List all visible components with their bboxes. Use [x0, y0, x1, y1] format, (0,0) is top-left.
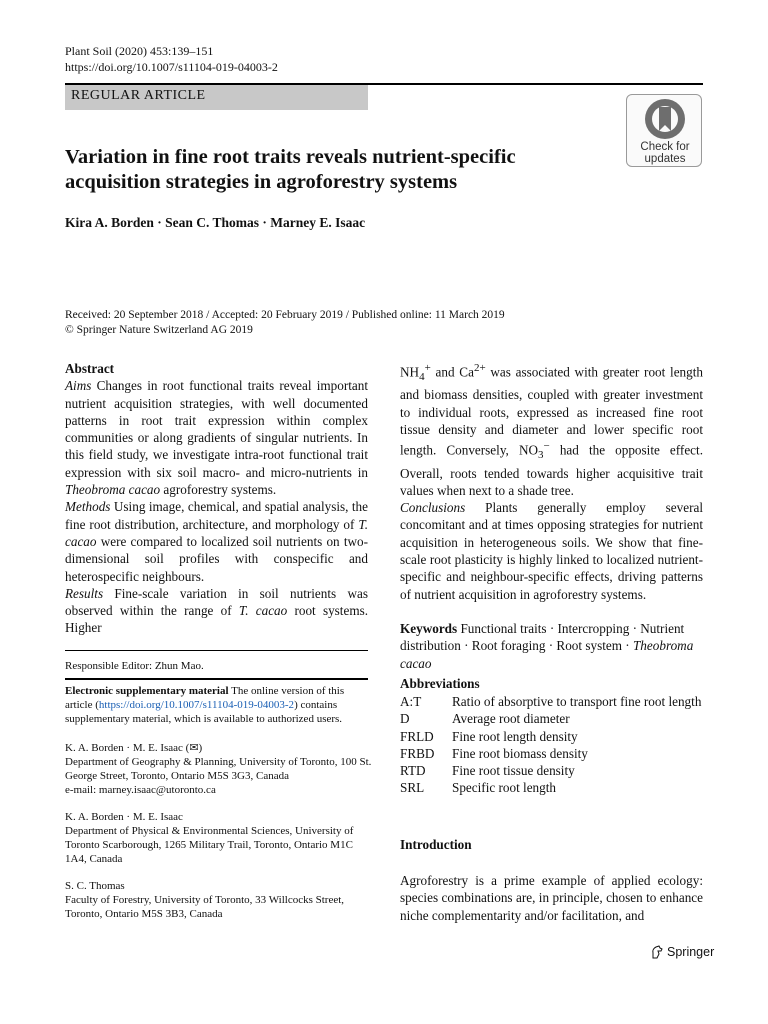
journal-line: Plant Soil (2020) 453:139–151	[65, 44, 214, 58]
aff1-names: K. A. Borden · M. E. Isaac (✉)	[65, 742, 203, 754]
aff3-names: S. C. Thomas	[65, 880, 125, 892]
abbreviation-row	[400, 762, 701, 779]
keywords-text: Functional traits · Intercropping · Nutrient distribution · Root foraging · Root system ·	[400, 620, 685, 654]
article-type-banner: REGULAR ARTICLE	[65, 85, 368, 110]
abstract-aims	[65, 377, 368, 498]
conclusions-text: Plants generally employ several concomitant and at times opposing strategies for nutrient acquisition in heterogeneous soils. We show that fine-scale root plasticity is highly linked to localized nutrient-specific and neighbour-specific effects, driving patterns of nutrient acquisition in agroforestry systems.	[400, 500, 704, 602]
abbreviation-value: Average root diameter	[452, 711, 570, 727]
footnote-rule	[65, 650, 368, 651]
abbreviation-value: Ratio of absorptive to transport fine root length	[452, 694, 702, 709]
doi-line[interactable]: https://doi.org/10.1007/s11104-019-04003-2	[65, 60, 278, 74]
esm-text-a: The online version of this article (	[65, 685, 345, 711]
history-dates: Received: 20 September 2018 / Accepted: 20 February 2019 / Published online: 11 March 2019	[65, 309, 505, 321]
methods-text-b: were compared to localized soil nutrients on two-dimensional soil profiles with conspecific and heterospecific neighbours.	[65, 533, 368, 584]
esm-label: Electronic supplementary material	[65, 685, 229, 697]
copyright-line: © Springer Nature Switzerland AG 2019	[65, 324, 253, 336]
footnote-rule-thick	[65, 678, 368, 680]
abbreviation-key: FRBD	[400, 745, 435, 761]
affiliation-3	[65, 879, 375, 921]
methods-label: Methods	[65, 499, 111, 515]
abbreviation-key: RTD	[400, 763, 426, 779]
results-label: Results	[65, 585, 104, 601]
results-species: T. cacao	[238, 603, 288, 619]
abbreviation-key: D	[400, 711, 410, 727]
aims-label: Aims	[65, 378, 92, 394]
keywords-species: Theobroma cacao	[400, 638, 694, 671]
aims-end: agroforestry systems.	[163, 482, 277, 498]
aims-species: Theobroma cacao	[65, 482, 161, 498]
abstract-conclusions	[400, 499, 703, 603]
aff2-address: Department of Physical & Environmental Sciences, University of Toronto Scarborough, 1265 Military Trail, Toronto, Ontario M1C 1A4, Canada	[65, 825, 354, 865]
abbreviation-row	[400, 710, 701, 727]
abstract-results	[65, 585, 368, 637]
supplementary-note	[65, 684, 368, 726]
abbreviation-value: Fine root length density	[452, 728, 578, 744]
check-for-updates-label: Check for updates	[640, 141, 690, 165]
abbreviations-list	[400, 693, 701, 797]
abstract-heading: Abstract	[65, 361, 115, 376]
journal-citation	[65, 43, 278, 75]
esm-link[interactable]: https://doi.org/10.1007/s11104-019-04003-2	[98, 699, 295, 711]
publisher-name: Springer	[667, 945, 715, 959]
abbreviation-value: Specific root length	[452, 780, 557, 796]
results-text-b: root systems. Higher	[65, 603, 369, 636]
springer-horse-icon	[650, 945, 664, 959]
aff2-names: K. A. Borden · M. E. Isaac	[65, 811, 183, 823]
abbreviation-key: FRLD	[400, 728, 434, 744]
publisher-logo	[650, 945, 714, 959]
responsible-editor: Responsible Editor: Zhun Mao.	[65, 660, 204, 672]
methods-text-a: Using image, chemical, and spatial analysis, the fine root distribution, architecture, and morphology of	[65, 499, 369, 532]
abstract	[65, 360, 368, 637]
results-text-a: Fine-scale variation in soil nutrients was observed within the range of	[65, 585, 368, 619]
results-cont-b: had the opposite effect. Overall, roots tended towards higher acquisitive trait values when next to a shade tree.	[400, 442, 703, 498]
article-title: Variation in fine root traits reveals nutrient-specific acquisition strategies in agroforestry systems	[65, 146, 516, 193]
crossmark-icon	[643, 97, 687, 141]
abbreviations-heading: Abbreviations	[400, 676, 480, 691]
aims-text: Changes in root functional traits reveal important nutrient acquisition strategies, with well documented patterns in root trait expression within complex communities or along gradients of singular nutrients. In this field study, we investigate intra-root functional trait expression with six soil macro- and micro-nutrients in	[65, 378, 369, 480]
abbreviation-key: A:T	[400, 694, 422, 709]
introduction-text: Agroforestry is a prime example of applied ecology: species combinations are, in principle, chosen to enhance niche complementarity and/or facilitation, and	[400, 873, 703, 923]
publication-dates	[65, 308, 505, 338]
conclusions-label: Conclusions	[400, 500, 466, 516]
abstract-methods	[65, 498, 368, 584]
abbreviation-value: Fine root tissue density	[452, 763, 575, 779]
esm-text-b: ) contains supplementary material, which is available to authorized users.	[65, 699, 343, 725]
aff3-address: Faculty of Forestry, University of Toronto, 33 Willcocks Street, Toronto, Ontario M5S 3B3, Canada	[65, 894, 345, 920]
aff1-email[interactable]: e-mail: marney.isaac@utoronto.ca	[65, 784, 216, 796]
affiliation-1	[65, 741, 375, 797]
abbreviation-key: SRL	[400, 780, 425, 796]
introduction-heading: Introduction	[400, 837, 472, 852]
abbreviation-row	[400, 693, 701, 710]
abbreviation-value: Fine root biomass density	[452, 745, 588, 761]
abbreviation-row	[400, 728, 701, 745]
methods-species: T. cacao	[65, 516, 369, 549]
keywords-label: Keywords	[400, 620, 458, 636]
check-for-updates-badge[interactable]	[626, 94, 702, 167]
affiliation-2	[65, 810, 375, 866]
author-list: Kira A. Borden · Sean C. Thomas · Marney E. Isaac	[65, 215, 366, 230]
abbreviation-row	[400, 745, 701, 762]
results-continued: $NH_4^+$ and $Ca^{2+}$ was associated with greater root length and biomass densities, coupled with greater investment to individual roots, expressed as increased fine root tissue density and diameter and lower specific root length. Conversely, $NO_3^-$ had the opposite effect. Overall, roots tended towards higher acquisitive trait values when next to a shade tree.	[400, 362, 703, 498]
abstract-continued	[400, 360, 703, 672]
results-cont: was associated with greater root length and biomass densities, coupled with greater investment to individual roots, expressed as increased fine root tissue density and diameter and lower specific root length. Conversely,	[400, 364, 703, 458]
keywords	[400, 620, 703, 672]
abbreviation-row	[400, 779, 701, 796]
aff1-address: Department of Geography & Planning, University of Toronto, 100 St. George Street, Toronto, Ontario M5S 3G3, Canada	[65, 756, 372, 782]
